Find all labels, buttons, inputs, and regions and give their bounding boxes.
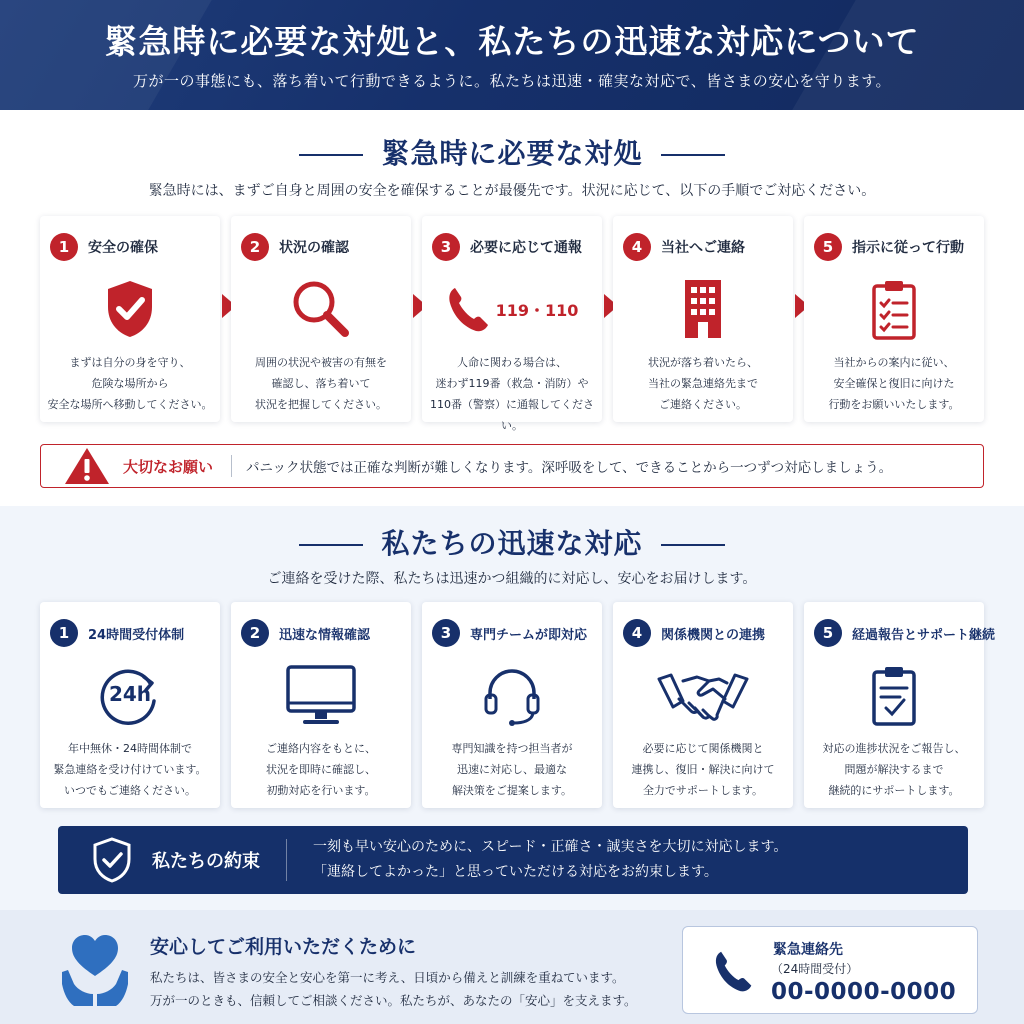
headset-icon	[422, 660, 602, 730]
section-our-response	[0, 506, 1024, 910]
step-number: 3	[432, 233, 460, 261]
header-banner	[0, 0, 1024, 110]
promise-label: 私たちの約束	[152, 851, 260, 872]
step-description: 年中無休・24時間体制で 緊急連絡を受け付けています。 いつでもご連絡ください。	[53, 742, 207, 797]
step-title: 必要に応じて通報	[470, 240, 582, 256]
step-description: 周囲の状況や被害の有無を 確認し、落ち着いて 状況を把握してください。	[255, 356, 387, 411]
step-card	[804, 216, 984, 422]
clipboard-icon	[804, 274, 984, 344]
promise-line-2: 「連絡してよかった」と思っていただける対応をお約束します。	[313, 864, 718, 880]
step-description: まずは自分の身を守り、 危険な場所から 安全な場所へ移動してください。	[47, 356, 213, 411]
notice-label: 大切なお願い	[123, 457, 214, 476]
notice-text: パニック状態では正確な判断が難しくなります。深呼吸をして、できることから一つずつ対応しましょう。	[246, 460, 893, 476]
promise-divider	[286, 839, 287, 881]
response-card	[231, 602, 411, 808]
step-title: 経過報告とサポート継続	[852, 627, 996, 643]
phone-icon	[422, 274, 602, 344]
response-card	[422, 602, 602, 808]
step-description: 人命に関わる場合は、 迷わず119番（救急・消防）や 110番（警察）に通報してください。	[430, 356, 594, 432]
response-steps	[40, 602, 996, 808]
step-number: 5	[814, 619, 842, 647]
section-title	[0, 522, 1024, 562]
response-card	[613, 602, 793, 808]
footer-line-1: 私たちは、皆さまの安全と安心を第一に考え、日頃から備えと訓練を重ねています。	[150, 970, 625, 985]
handshake-icon	[613, 660, 793, 730]
step-number: 2	[241, 233, 269, 261]
promise-text	[313, 835, 787, 885]
section-lead: ご連絡を受けた際、私たちは迅速かつ組織的に対応し、安心をお届けします。	[267, 571, 757, 587]
step-title: 専門チームが即対応	[470, 627, 588, 643]
important-notice	[40, 444, 984, 488]
title-rule-left	[299, 154, 363, 156]
step-number: 5	[814, 233, 842, 261]
title-rule-right	[661, 544, 725, 546]
clock-24h-label: 24h	[108, 682, 152, 706]
section-title	[0, 132, 1024, 172]
step-description: 必要に応じて関係機関と 連携し、復旧・解決に向けて 全力でサポートします。	[631, 742, 775, 797]
step-title: 24時間受付体制	[88, 627, 185, 643]
magnifier-icon	[231, 274, 411, 344]
report-icon	[804, 660, 984, 730]
step-description: 対応の進捗状況をご報告し、 問題が解決するまで 継続的にサポートします。	[822, 742, 966, 797]
action-steps	[40, 216, 984, 432]
contact-label: 緊急連絡先	[773, 942, 843, 958]
step-card	[40, 216, 220, 422]
page-title: 緊急時に必要な対処と、私たちの迅速な対応について	[104, 22, 920, 61]
step-title: 指示に従って行動	[852, 240, 964, 256]
emergency-contact-box[interactable]	[682, 926, 978, 1014]
step-card	[422, 216, 602, 432]
monitor-icon	[231, 660, 411, 730]
footer-text	[150, 966, 637, 1012]
step-card	[231, 216, 411, 422]
heart-hands-icon	[60, 932, 130, 1010]
contact-hours: （24時間受付）	[771, 962, 859, 976]
clock-24h-icon	[40, 660, 220, 730]
step-card	[613, 216, 793, 422]
step-number: 1	[50, 233, 78, 261]
step-description: 状況が落ち着いたら、 当社の緊急連絡先まで ご連絡ください。	[648, 356, 758, 411]
emergency-numbers: 119・110	[495, 300, 579, 320]
step-description: 専門知識を持つ担当者が 迅速に対応し、最適な 解決策をご提案します。	[451, 742, 573, 797]
section-lead: 緊急時には、まずご自身と周囲の安全を確保することが最優先です。状況に応じて、以下の手順でご対応ください。	[148, 183, 876, 199]
response-card	[40, 602, 220, 808]
step-number: 2	[241, 619, 269, 647]
step-number: 1	[50, 619, 78, 647]
footer	[0, 910, 1024, 1024]
title-rule-left	[299, 544, 363, 546]
step-number: 4	[623, 233, 651, 261]
contact-phone-number[interactable]: 00-0000-0000	[771, 979, 957, 1005]
page-subtitle: 万が一の事態にも、落ち着いて行動できるように。私たちは迅速・確実な対応で、皆さまの安心を守ります。	[132, 72, 891, 90]
building-icon	[613, 274, 793, 344]
phone-icon	[711, 949, 755, 993]
notice-divider	[231, 455, 232, 477]
footer-title: 安心してご利用いただくために	[150, 936, 417, 958]
step-title: 安全の確保	[88, 240, 158, 256]
step-title: 当社へご連絡	[661, 240, 745, 256]
warning-icon	[63, 446, 111, 486]
shield-check-icon	[40, 274, 220, 344]
title-rule-right	[661, 154, 725, 156]
step-number: 3	[432, 619, 460, 647]
step-description: 当社からの案内に従い、 安全確保と復旧に向けた 行動をお願いいたします。	[828, 356, 960, 411]
section-emergency-actions	[0, 110, 1024, 506]
step-number: 4	[623, 619, 651, 647]
response-card	[804, 602, 996, 808]
step-title: 関係機関との連携	[661, 627, 766, 643]
our-promise-banner	[58, 826, 968, 894]
step-description: ご連絡内容をもとに、 状況を即時に確認し、 初動対応を行います。	[266, 742, 376, 797]
step-title: 状況の確認	[279, 240, 349, 256]
section-title-text: 私たちの迅速な対応	[381, 527, 643, 560]
step-title: 迅速な情報確認	[279, 627, 371, 643]
footer-line-2: 万が一のときも、信頼してご相談ください。私たちが、あなたの「安心」を支えます。	[150, 993, 637, 1008]
section-title-text: 緊急時に必要な対処	[381, 137, 643, 170]
shield-check-icon	[92, 838, 134, 882]
promise-line-1: 一刻も早い安心のために、スピード・正確さ・誠実さを大切に対応します。	[313, 839, 788, 855]
